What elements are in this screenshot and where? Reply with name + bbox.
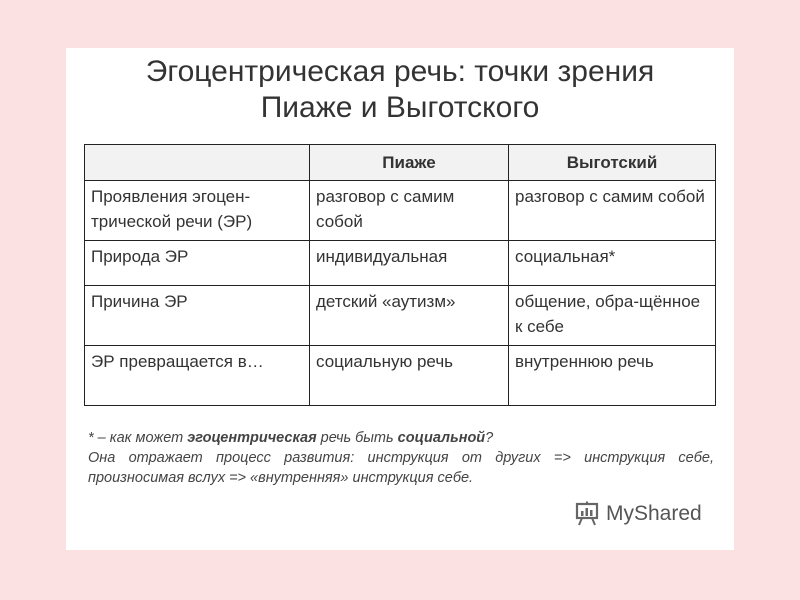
- vygotsky-cell: социальная*: [509, 241, 716, 286]
- vygotsky-cell: общение, обра-щённое к себе: [509, 286, 716, 346]
- row-label: Природа ЭР: [85, 241, 310, 286]
- table-row: [85, 346, 716, 406]
- footnote-question: [88, 428, 714, 448]
- row-label: Проявления эгоцен-трической речи (ЭР): [85, 181, 310, 241]
- table-row: [85, 241, 716, 286]
- footnote-answer: Она отражает процесс развития: инструкция от других => инструкция себе, произносимая вслух => «внутренняя» инструкция себе.: [88, 450, 714, 486]
- table-header-row: [85, 145, 716, 181]
- table-row: [85, 286, 716, 346]
- footnote-q-bold-egocentric: эгоцентрическая: [187, 430, 317, 446]
- footnote-q-mid: речь быть: [316, 430, 398, 446]
- slide: [66, 48, 734, 550]
- comparison-table: [84, 144, 716, 406]
- title-line-1: Эгоцентрическая речь: точки зрения: [145, 55, 655, 88]
- header-vygotsky: Выготский: [509, 145, 716, 181]
- row-label: ЭР превращается в…: [85, 346, 310, 406]
- row-label: Причина ЭР: [85, 286, 310, 346]
- footnote-q-suffix: ?: [485, 430, 494, 446]
- title-line-2: Пиаже и Выготского: [260, 91, 540, 124]
- footnote: [88, 428, 714, 488]
- logo-text: MyShared: [606, 502, 702, 525]
- vygotsky-cell: внутреннюю речь: [509, 346, 716, 406]
- presentation-board-icon: [574, 501, 600, 527]
- table-row: [85, 181, 716, 241]
- slide-title: [66, 54, 734, 126]
- piaget-cell: социальную речь: [310, 346, 509, 406]
- piaget-cell: детский «аутизм»: [310, 286, 509, 346]
- piaget-cell: разговор с самим собой: [310, 181, 509, 241]
- piaget-cell: индивидуальная: [310, 241, 509, 286]
- header-piaget: Пиаже: [310, 145, 509, 181]
- footnote-q-bold-social: социальной: [397, 430, 486, 446]
- header-empty: [85, 145, 310, 181]
- vygotsky-cell: разговор с самим собой: [509, 181, 716, 241]
- myshared-logo: [574, 500, 702, 528]
- footnote-q-prefix: * – как может: [88, 430, 188, 446]
